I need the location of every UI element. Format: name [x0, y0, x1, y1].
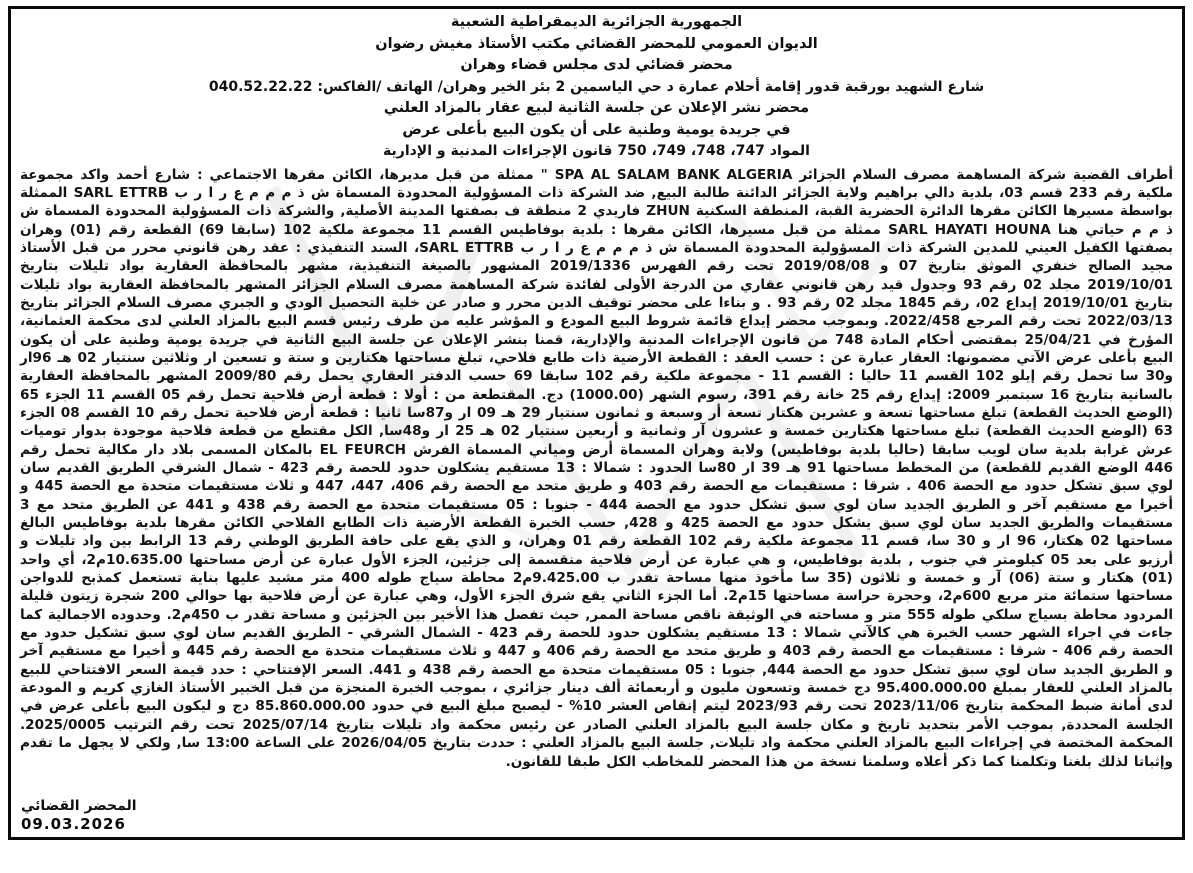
- header-bailiff-line: محضر قضائي لدى مجلس قضاء وهران: [460, 57, 733, 73]
- header-republic-line: الجمهورية الجزائرية الديمقراطية الشعبية: [450, 14, 743, 30]
- header-address-phone-line: شارع الشهيد بورقبة قدور إقامة أحلام عمارة د حي الياسمين 2 بئر الخير وهران/ الهاتف /الفاكس: 040.52.22.22: [208, 78, 985, 95]
- document-header: [20, 12, 1173, 163]
- notice-body-paragraph: أطراف القضية شركة المساهمة مصرف السلام الجزائر SPA AL SALAM BANK ALGERIA " ممثلة من قبل مديرها، الكائن مقرها الاجتماعي : شارع أحمد واكد مجموعة ملكية رقم 233 قسم 03، بلدية دالي براهيم ولاية الجزائر الدائنة طالبة البيع, ضد الشركة ذات المسؤولية المحدودة المسماة ش ذ م م م ع ر ا ر ب SARL ETTRB الممثلة بواسطة مسيرها الكائن مقرها الدائرة الحضرية القبة، المنطقة السكنية ZHUN فاريدي 2 منطقة ف بصفتها المدينة الأصلية, والشركة ذات المسؤولية المحدودة المسماة ش ذ م م حياتي هنا SARL HAYATI HOUNA ممثلة من قبل مسيرها، الكائن مقرها : بلدية بوفاطيس القسم 11 مجموعة ملكية 102 (سابقا 69) القطعة رقم (01) وهران بصفتها الكفيل العيني للمدين الشركة ذات المسؤولية المحدودة المسماة ش ذ م م م ع ر ا ر ب SARL ETTRB، السند التنفيذي : عقد رهن قانوني محرر من قبل الأستاذ مجيد الصالح خنفري الموثق بتاريخ 07 و 2019/08/08 تحت رقم الفهرس 2019/1336 المشهور بالصيغة التنفيذية، مشهر بالمحافظة العقارية بواد تليلات بتاريخ 2019/10/01 مجلد 02 رقم 93 وجدول قيد رهن قانوني عقاري من الدرجة الأولى لفائدة شركة المساهمة مصرف السلام الجزائر المشهر بالمحافظة العقارية بواد تليلات بتاريخ 2019/10/01 إيداع 02، رقم 1845 مجلد 02 رقم 93 . و بناءا على محضر توقيف الدين محرر و صادر عن خلية التحصيل الودي و الجبري مصرف السلام الجزائر بتاريخ 2022/03/13 تحت رقم المرجع 2022/458. وبموجب محضر إيداع قائمة شروط البيع المودع و المؤشر عليه من طرف رئيس قسم البيع بالمزاد العلني لدى محكمة العثمانية، المؤرخ في 25/04/21 بمقتضى أحكام المادة 748 من قانون الإجراءات المدنية والإدارية، قمنا بنشر الإعلان عن جلسة البيع الثانية في جريدة يومية وطنية على أن يكون البيع بأعلى عرض الآتي مضمونها: العقار عبارة عن : حسب العقد : القطعة الأرضية ذات طابع فلاحي، تبلغ مساحتها هكتارين و ستة و تسعين ار وثلاثين سنتيار 02 هـ 96ار و30 سا تحمل رقم إيلو 102 القسم 11 حاليا : القسم 11 - مجموعة ملكية رقم 102 سابقا 69 حسب الدفتر العقاري يحمل رقم 2009/80 المشهر بالمحافظة العقارية بالسانية بتاريخ 16 سبتمبر 2009: إيداع رقم 25 خانة رقم 391، رسوم الشهر (1000.00) دج. المقتطعة من : أولا : قطعة أرض فلاحية تحمل رقم 05 القسم 11 الجزء 65 (الوضع الحديث القطعة) تبلغ مساحتها تسعة و عشرين هكتار تسعة أر وسبعة و ثمانون سنتيار 29 هـ 09 ار و87سا ثانيا : قطعة أرض فلاحية تحمل رقم 10 القسم 08 الجزء 63 (الوضع الحديث القطعة) تبلغ مساحتها هكتارين خمسة و عشرون آر وثمانية و أربعين سنتيار 02 هـ 25 ار و48سا, الكل مقتطع من قطعة فلاحية موجودة بدوار توميات عرش غرابة بلدية سان لويب سابقا (حاليا بلدية بوفاطيس) ولاية وهران المسماة أرض ومياني المسماة الفرش EL FEURCH بالمكان المسمى بلاد دار مكالية تحمل رقم 446 الوضع القديم للقطعة) من المخطط مساحتها 91 هـ 39 ار 80سا الحدود : شمالا : 13 مستقيم يشكلون حدود للحصة رقم 423 - شمال الشرقي الطريق القديم سان لوي سبق تشكل حدود مع الحصة 406 . شرقا : مستقيمات مع الحصة رقم 403 و طريق متحد مع الحصة رقم 406، 447، 447 و ثلاث مستقيمات متحدة مع الحصة 445 و أخيرا مع مستقيم آخر و الطريق الجديد سان لوي سبق تشكل حدود مع الحصة 444 - جنوبا : 05 مستقيمات متحدة مع الحصة رقم 438 و 441 عن الطريق متحد مع 3 مستقيمات والطريق الجديد سان لوي سبق يشكل حدود مع الحصة 425 و 428, حسب الخبرة القطعة الأرضية ذات الطابع الفلاحي الكائن مقرها بلدية بوفاطيس البالغ مساحتها 02 هكتار، 96 ار و 30 سا، قسم 11 مجموعة ملكية رقم 102 القطعة رقم 01 وهران، و الذي يقع على حافة الطريق الوطني رقم 13 الرابط بين واد تليلات و أرزيو على بعد 05 كيلومتر في جنوب , بلدية بوفاطيس، و هي عبارة عن أرض فلاحية منقسمة إلى جزئين، الجزء الأول عبارة عن أرض مساحتها 10.635.00م2، أي واحد (01) هكتار و ستة (06) آر و خمسة و ثلاثون (35 سا مأخوذ منها مساحة تقدر ب 9.425.00م2 محاطة سياج طوله 400 متر مشيد عليها بناية تستعمل كمذبح للدواجن مساحتها ستمائة متر مربع 600م2، وحجرة حراسة مساحتها 15م2. أما الجزء الثاني يقع شرق الجزء الأول، وهي عبارة عن أرض فلاحية بها حوالي 200 شجرة زيتون قليلة المردود محاطة بسياج سلكي طوله 555 متر و مساحته في الوثيقة ناقص مساحة الممر, حيث تفصل هذا الأخير بين الجزئين و مساحة تقدر ب 450م2. وحدوده الاجمالية كما جاءت في اجراء الشهر حسب الخبرة هي كالآتي شمالا : 13 مستقيم يشكلون حدود للحصة رقم 423 - الشمال الشرقي - الطريق القديم سان لوي سبق تشكيل حدود مع الحصة رقم 406 - شرقا : مستقيمات مع الحصة رقم 403 و طريق متحد مع الحصة رقم 406 و 447 و ثلاث مستقيمات متحدة مع الحصة رقم 445 و أخيرا مع مستقيم آخر و الطريق الجديد سان لوي سبق تشكل حدود مع الحصة 444, جنوبا : 05 مستقيمات متحدة مع الحصة رقم 438 و 441. السعر الإفتتاحي : حدد قيمة السعر الافتتاحي للبيع بالمزاد العلني للعقار بمبلغ 95.400.000.00 دج خمسة وتسعون مليون و أربعمائة ألف دينار جزائري ، بموجب الخبرة المنجزة من قبل الخبير الأستاذ الغازي كريم و المودعة لدى أمانة ضبط المحكمة بتاريخ 2023/11/06 تحت رقم 2023/93 ليتم إنقاص العشر 10% - ليصبح مبلغ البيع في حدود 85.860.000.00 دج و ليكون البيع بأعلى عرض في الجلسة المحددة, بموجب الأمر بتحديد تاريخ و مكان جلسة البيع بالمزاد العلني الصادر عن رئيس محكمة واد تليلات بتاريخ 2025/07/14 تحت رقم الترتيب 2025/0005. المحكمة المختصة في إجراءات البيع بالمزاد العلني محكمة واد تليلات, جلسة البيع بالمزاد العلني : حددت بتاريخ 2026/04/05 على الساعة 13:00 سا, ولكي لا يجهل ما تقدم وإثباتا لذلك بلغنا وتكلمنا كما ذكر أعلاه وسلمنا نسخة من هذا المحضر للمخاطب الكل طبقا للقانون.: [20, 166, 1174, 770]
- header-notice-title-line: محضر نشر الإعلان عن جلسة الثانية لبيع عقار بالمزاد العلني: [383, 100, 810, 116]
- signature-block: [21, 797, 137, 834]
- header-legal-articles-line: المواد 747، 748، 749، 750 قانون الإجراءات المدنية و الإدارية: [383, 143, 810, 159]
- header-newspaper-line: في جريدة يومية وطنية على أن يكون البيع بأعلى عرض: [402, 121, 791, 138]
- scanned-judicial-notice-sheet: [8, 6, 1185, 840]
- signature-title: المحضر القضائي: [21, 798, 137, 814]
- document-content: [20, 12, 1173, 771]
- signature-date: 09.03.2026: [21, 815, 126, 833]
- header-office-line: الديوان العمومي للمحضر القضائي مكتب الأستاذ مغيش رضوان: [375, 35, 818, 52]
